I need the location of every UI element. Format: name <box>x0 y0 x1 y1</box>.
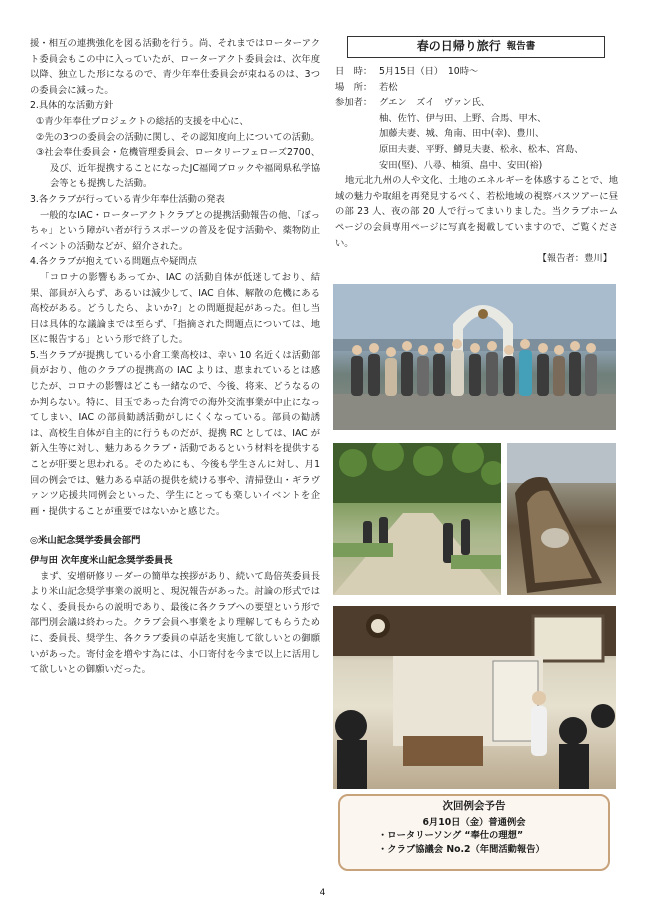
trip-participants-row <box>335 95 618 173</box>
trip-participants-label: 参加者： <box>335 97 373 109</box>
trip-reporter: 【報告者：豊川】 <box>537 253 612 265</box>
heading-activity-policy: 2.具体的な活動方針 <box>30 100 114 112</box>
section-title-yoneyama: ◎米山記念奨学委員会部門 <box>30 535 141 547</box>
trip-report-title: 春の日帰り旅行 <box>416 39 501 54</box>
trip-report-body: 地元北九州の人や文化、土地のエネルギーを体感することで、地域の魅力や取組を再発見するべく、若松地域の視察バスツアーに昼の部 23 人、夜の部 20 人で行ってまいりました。当クラブホームページの会員専用ページに写真を掲載していますので、ご覧ください。 <box>335 175 618 249</box>
vineyard-photo-illustration <box>333 443 501 595</box>
left-column <box>30 36 320 678</box>
notice-item-rotary-song: ・ロータリーソング “奉仕の理想” <box>378 830 524 841</box>
page-number: 4 <box>319 888 326 898</box>
group-photo-bell-monument <box>333 284 616 430</box>
trip-participants-list <box>379 95 584 173</box>
participants-line: 原田夫妻、平野、鱒見夫妻、松永、松本、宮島、 <box>379 143 584 155</box>
trip-report-subtitle: 報告書 <box>506 41 536 53</box>
participants-line: グエン ズイ ヴァン氏、 <box>379 97 491 109</box>
trip-date-row <box>335 64 618 80</box>
notice-date: 6月10日（金）普通例会 <box>422 816 526 828</box>
paragraph-club-activities: 一般的なIAC・ローターアクトクラブとの提携活動報告の他、「ぼっちゃ」という障がい者が行うスポーツの普及を促す活動や、薬物防止イベントの活動などが、紹介された。 <box>30 209 320 252</box>
paragraph-kokura-high-school: 5.当クラブが提携している小倉工業高校は、幸い 10 名近くは活動部員がおり、他のクラブの提携高の IAC よりは、恵まれているとは感じたが、コロナの影響はどこも一緒なので、今後、将来、どうなるのか判らない。特に、目玉であった台湾での海外交流事業が中止になってしまい、IAC の部員勧誘活動がしにくくなっている。部員の勧誘は、高校生自体が自主的に行うものだが、提携 RC としては、IAC が新入生等に対し、魅力あるクラブ・活動であるという材料を提供することが肝要と思われる。そのためにも、今後も学生さんに対し、月1回の例会では、魅力ある卓話の提供を続ける事や、清掃登山・ギラヴァンツ応援共同例会といった、学生にとっても楽しいイベントを企画・提供することが重要ではないかと感じた。 <box>30 349 320 517</box>
trip-info <box>335 64 618 173</box>
trip-date-value: 5月15日（日） 10時～ <box>379 66 479 77</box>
right-column <box>335 36 618 267</box>
paragraph-committee-structure: 援・相互の連携強化を図る活動を行う。尚、それまではローターアクト委員会もこの中に入っていたが、ローターアクト委員会は、次年度以降、独立した形になるので、青少年奉仕委員会が束ねるのは、3つの委員会に減った。 <box>30 38 320 96</box>
section-byline: 伊与田 次年度米山記念奨学委員長 <box>30 555 173 566</box>
paragraph-yoneyama-report: まず、安增研修リーダーの簡単な挨拶があり、続いて島倍英委員長より米山記念奨学事業の説明と、現況報告があった。討論の形式ではなく、委員長からの説明であり、最後に各クラブへの要望という形で部門別会議は終わった。クラブ会員へ事業をより理解してもらうために、委員長、奨学生、各クラブ委員の卓話を実施して欲しいとの御願いがあった。寄付金を増やす為には、小口寄付を今まで以上に活用して欲しいとの御願いだった。 <box>30 570 320 676</box>
trip-report-title-box <box>347 36 605 58</box>
vineyard-photo <box>333 443 501 595</box>
group-photo-illustration <box>333 284 616 430</box>
participants-line: 安田(堅)、八尋、柚須、畠中、安田(裕) <box>379 159 543 171</box>
policy-item-2: ②先の3つの委員会の活動に関し、その認知度向上についての活動。 <box>36 131 320 143</box>
heading-club-issues: 4.各クラブが抱えている問題点や疑問点 <box>30 256 197 268</box>
policy-item-1: ①青少年奉仕プロジェクトの総括的支援を中心に、 <box>36 115 249 127</box>
next-meeting-notice <box>338 794 610 871</box>
policy-item-3: ③社会奉仕委員会・危機管理委員会、ロータリーフェローズ2700、及び、近年提携することになったJC福岡ブロックや福岡県私学協会等とも提携した活動。 <box>36 147 320 190</box>
old-boat-photo <box>507 443 616 595</box>
notice-title: 次回例会予告 <box>442 800 506 812</box>
trip-place-label: 場 所： <box>335 81 373 93</box>
trip-date-label: 日 時： <box>335 66 373 77</box>
participants-line: 加藤夫妻、城、角南、田中(幸)、豊川、 <box>379 128 545 140</box>
old-boat-photo-illustration <box>507 443 616 595</box>
trip-place-row <box>335 80 618 96</box>
participants-line: 柚、佐竹、伊与田、上野、合馬、甲木、 <box>379 112 547 124</box>
trip-place-value: 若松 <box>379 81 398 93</box>
paragraph-club-issues: 「コロナの影響もあってか、IAC の活動自体が低迷しており、結果、部員が入らず、あるいは減少して、IAC 自体、解散の危機にある高校がある。どうしたら、よいか?」との問題提起があった。但し当日は具体的な議論までは至らず、「指摘された問題点については、地区に報告する」という形で終了した。 <box>30 271 320 346</box>
museum-room-photo-illustration <box>333 606 616 789</box>
notice-item-club-assembly: ・クラブ協議会 No.2（年間活動報告） <box>378 843 545 855</box>
heading-club-activities: 3.各クラブが行っている青少年奉仕活動の発表 <box>30 193 225 205</box>
museum-room-photo <box>333 606 616 789</box>
